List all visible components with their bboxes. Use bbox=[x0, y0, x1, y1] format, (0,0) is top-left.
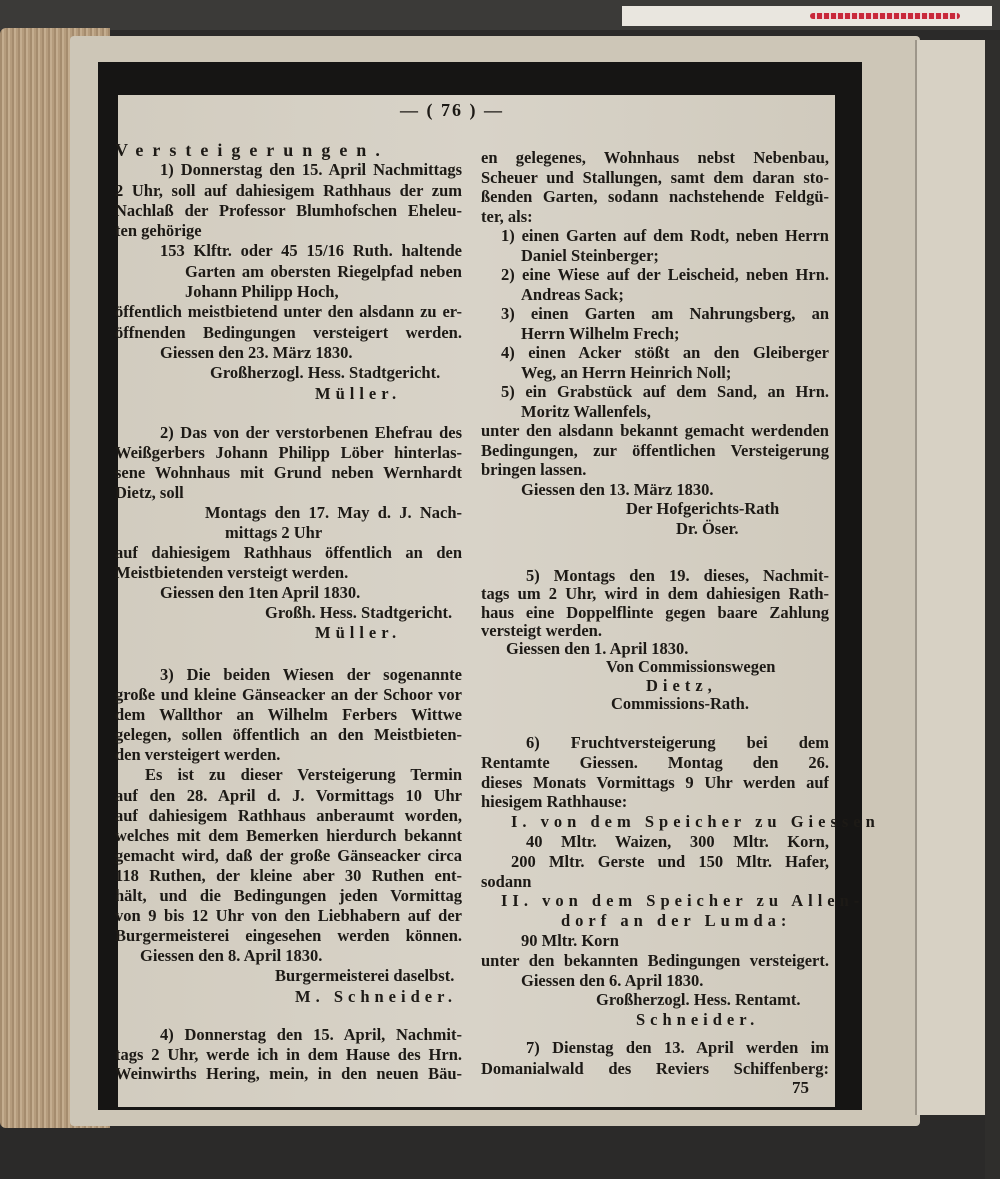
text-line: 2) eine Wiese auf der Leischeid, neben Hrn. bbox=[501, 265, 829, 284]
text-line: Garten am obersten Riegelpfad neben bbox=[185, 261, 462, 281]
text-line: Weg, an Herrn Heinrich Noll; bbox=[521, 362, 732, 382]
text-line: dieses Monats Vormittags 9 Uhr werden auf bbox=[481, 772, 829, 792]
text-line: 4) einen Acker stößt an den Gleiberger bbox=[501, 343, 829, 362]
text-line: versteigt werden. bbox=[481, 620, 602, 640]
text-line: 3) einen Garten am Nahrungsberg, an bbox=[501, 304, 829, 323]
text-line: bringen lassen. bbox=[481, 460, 587, 479]
bookmark-beads bbox=[810, 13, 960, 19]
text-line: gemacht wird, daß der große Gänseacker circa bbox=[115, 845, 462, 865]
notice-block bbox=[481, 148, 829, 538]
text-line: 1) einen Garten auf dem Rodt, neben Herrn bbox=[501, 226, 829, 245]
text-line: 7) Dienstag den 13. April werden im bbox=[526, 1038, 829, 1057]
text-line: sodann bbox=[481, 871, 532, 891]
text-line: Von Commissionswegen bbox=[606, 657, 776, 677]
text-line: ßenden Garten, sodann nachstehende Feldgü- bbox=[481, 187, 829, 206]
text-line: II. von dem Speicher zu Allen- bbox=[501, 891, 865, 911]
text-line: 118 Ruthen, der kleine aber 30 Ruthen ent- bbox=[115, 865, 462, 885]
text-line: Dr. Öser. bbox=[676, 518, 739, 538]
section-heading: Versteigerungen. bbox=[115, 140, 389, 160]
text-line: 6) Fruchtversteigerung bei dem bbox=[526, 733, 829, 752]
text-line: Nachlaß der Professor Blumhofschen Eheleu- bbox=[115, 200, 462, 220]
text-line: 40 Mltr. Waizen, 300 Mltr. Korn, bbox=[526, 831, 829, 851]
text-line: Giessen den 13. März 1830. bbox=[521, 479, 714, 499]
text-line: hiesigem Rathhause: bbox=[481, 792, 628, 812]
text-line: 153 Klftr. oder 45 15/16 Ruth. haltende bbox=[160, 241, 462, 261]
notice-block bbox=[481, 567, 829, 713]
text-line: Dietz, bbox=[646, 675, 717, 695]
text-line: Rentamte Giessen. Montag den 26. bbox=[481, 752, 829, 772]
text-line: auf dahiesigem Rathhaus anberaumt worden, bbox=[115, 805, 462, 825]
text-line: sene Wohnhaus mit Grund neben Wernhardt bbox=[115, 463, 462, 482]
text-line: Scheuer und Stallungen, samt dem daran sto- bbox=[481, 167, 829, 187]
text-line: Müller. bbox=[315, 623, 402, 642]
text-line: Burgermeisterei eingesehen werden können. bbox=[115, 926, 462, 946]
text-line: Burgermeisterei daselbst. bbox=[275, 966, 455, 986]
text-line: Großh. Hess. Stadtgericht. bbox=[265, 603, 453, 622]
text-line: auf den 28. April d. J. Vormittags 10 Uhr bbox=[115, 785, 462, 805]
text-line: 90 Mltr. Korn bbox=[521, 930, 619, 950]
text-line: Daniel Steinberger; bbox=[521, 245, 659, 265]
text-line: Montags den 17. May d. J. Nach- bbox=[205, 503, 462, 522]
text-line: gelegen, sollen öffentlich an den Meistbieten- bbox=[115, 725, 462, 745]
text-line: mittags 2 Uhr bbox=[225, 523, 323, 542]
notice-block bbox=[115, 1025, 462, 1084]
scanner-background-right bbox=[985, 40, 1000, 1179]
text-line: große und kleine Gänseacker an der Schoor vor bbox=[115, 685, 462, 705]
text-line: Weinwirths Hering, mein, in den neuen Bäu- bbox=[115, 1064, 462, 1083]
text-line: ter, als: bbox=[481, 206, 533, 226]
text-line: Commissions-Rath. bbox=[611, 694, 749, 714]
text-line: Giessen den 23. März 1830. bbox=[160, 342, 353, 362]
text-line: Domanialwald des Reviers Schiffenberg: bbox=[481, 1059, 829, 1078]
text-line: tags um 2 Uhr, wird in dem dahiesigen Rath- bbox=[481, 585, 829, 604]
text-line: 4) Donnerstag den 15. April, Nachmit- bbox=[160, 1025, 462, 1044]
right-column bbox=[481, 0, 880, 1179]
text-line: 2) Das von der verstorbenen Ehefrau des bbox=[160, 423, 462, 442]
text-line: Großherzogl. Hess. Rentamt. bbox=[596, 990, 801, 1010]
text-line: I. von dem Speicher zu Giessen bbox=[511, 812, 880, 832]
text-line: Meistbietenden versteigt werden. bbox=[115, 563, 349, 582]
text-line: Herrn Wilhelm Frech; bbox=[521, 323, 680, 343]
text-line: Giessen den 1ten April 1830. bbox=[160, 583, 361, 602]
text-line: 1) Donnerstag den 15. April Nachmittags bbox=[160, 160, 462, 180]
text-line: tags 2 Uhr, werde ich in dem Hause des Hrn. bbox=[115, 1044, 462, 1064]
text-line: Andreas Sack; bbox=[521, 284, 624, 304]
notice-block bbox=[115, 665, 462, 1007]
text-line: haus eine Doppelflinte gegen baare Zahlung bbox=[481, 603, 829, 622]
left-column bbox=[115, 0, 462, 1179]
notice-block bbox=[115, 423, 462, 643]
text-line: Schneider. bbox=[636, 1010, 760, 1030]
text-line: dorf an der Lumda: bbox=[561, 911, 792, 931]
notice-block bbox=[481, 1037, 829, 1079]
text-line: Der Hofgerichts-Rath bbox=[626, 499, 780, 518]
signature-mark: 75 bbox=[792, 1078, 809, 1097]
text-line: Giessen den 6. April 1830. bbox=[521, 970, 704, 990]
notice-block bbox=[115, 140, 462, 404]
text-line: 5) Montags den 19. dieses, Nachmit- bbox=[526, 567, 829, 585]
text-line: M. Schneider. bbox=[295, 986, 458, 1006]
text-line: den versteigert werden. bbox=[115, 745, 281, 765]
text-line: 3) Die beiden Wiesen der sogenannte bbox=[160, 665, 462, 684]
text-line: welches mit dem Bemerken hierdurch bekannt bbox=[115, 825, 462, 845]
text-line: Giessen den 8. April 1830. bbox=[140, 946, 323, 966]
text-line: Weißgerbers Johann Philipp Löber hinterlas- bbox=[115, 443, 462, 462]
text-line: 5) ein Grabstück auf dem Sand, an Hrn. bbox=[501, 382, 829, 401]
text-line: unter den bekannten Bedingungen versteigert. bbox=[481, 950, 829, 970]
text-line: Großherzogl. Hess. Stadtgericht. bbox=[210, 363, 441, 383]
text-line: hält, und die Bedingungen jeden Vormittag bbox=[115, 886, 462, 906]
text-line: Bedingungen, zur öffentlichen Versteigerung bbox=[481, 440, 829, 460]
text-line: auf dahiesigem Rathhaus öffentlich an den bbox=[115, 543, 462, 562]
text-line: dem Wallthor an Wilhelm Ferbers Wittwe bbox=[115, 705, 462, 725]
text-line: ten gehörige bbox=[115, 221, 202, 241]
text-line: 200 Mltr. Gerste und 150 Mltr. Hafer, bbox=[511, 851, 829, 871]
text-line: von 9 bis 12 Uhr von den Liebhabern auf der bbox=[115, 906, 462, 926]
notice-block bbox=[481, 733, 880, 1030]
text-line: unter den alsdann bekannt gemacht werdenden bbox=[481, 421, 829, 440]
text-line: Giessen den 1. April 1830. bbox=[506, 639, 689, 659]
text-line: en gelegenes, Wohnhaus nebst Nebenbau, bbox=[481, 148, 829, 167]
text-line: öffnenden Bedingungen versteigert werden. bbox=[115, 322, 462, 342]
text-line: Dietz, soll bbox=[115, 483, 184, 502]
text-line: Es ist zu dieser Versteigerung Termin bbox=[145, 765, 462, 785]
text-line: Müller. bbox=[315, 383, 402, 403]
text-line: 2 Uhr, soll auf dahiesigem Rathhaus der zum bbox=[115, 180, 462, 200]
text-line: Moritz Wallenfels, bbox=[521, 401, 651, 421]
text-line: öffentlich meistbietend unter den alsdann zu er- bbox=[115, 302, 462, 322]
text-line: Johann Philipp Hoch, bbox=[185, 282, 339, 302]
page-number-header: — ( 76 ) — bbox=[400, 100, 504, 120]
next-page-edge bbox=[915, 40, 987, 1115]
